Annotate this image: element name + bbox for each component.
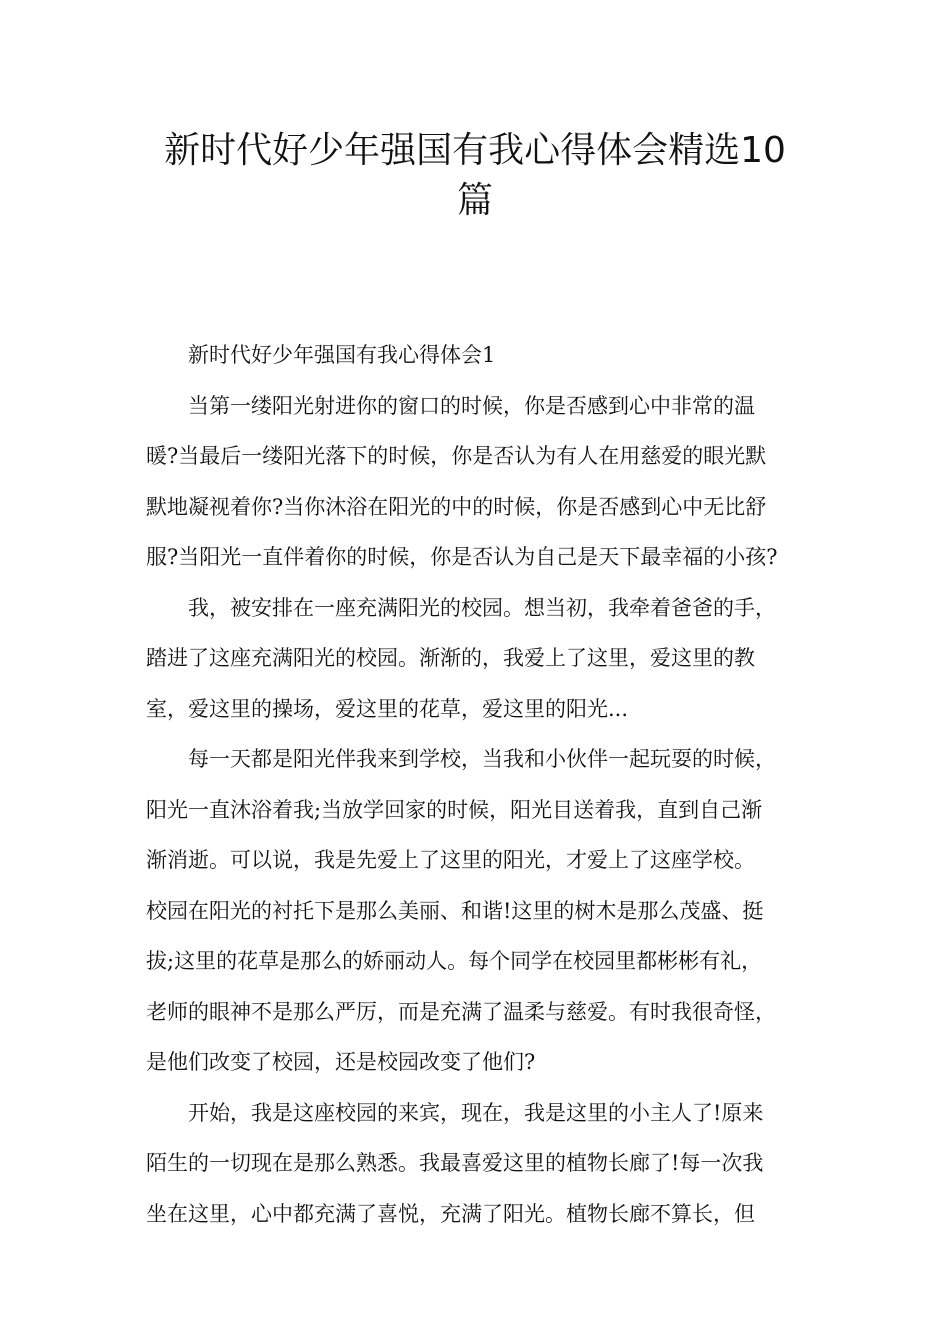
text-line: 我，被安排在一座充满阳光的校园。想当初，我牵着爸爸的手， [188, 595, 776, 620]
document-title [120, 126, 830, 226]
title-line-2: 篇 [456, 180, 493, 221]
text-line: 当第一缕阳光射进你的窗口的时候，你是否感到心中非常的温 [188, 393, 755, 418]
text-line: 新时代好少年强国有我心得体会1 [188, 343, 496, 367]
text-line: 每一天都是阳光伴我来到学校，当我和小伙伴一起玩耍的时候， [188, 747, 776, 771]
document-body [146, 330, 806, 1239]
paragraph-1 [146, 381, 806, 583]
text-line: 陌生的一切现在是那么熟悉。我最喜爱这里的植物长廊了!每一次我 [146, 1151, 764, 1175]
text-line: 室，爱这里的操场，爱这里的花草，爱这里的阳光... [146, 696, 629, 721]
paragraph-2 [146, 583, 806, 735]
paragraph-3 [146, 734, 806, 1088]
paragraph-4 [146, 1088, 806, 1240]
text-line: 服?当阳光一直伴着你的时候，你是否认为自己是天下最幸福的小孩? [146, 545, 778, 569]
text-line: 坐在这里，心中都充满了喜悦，充满了阳光。植物长廊不算长，但 [146, 1201, 755, 1226]
text-line: 阳光一直沐浴着我;当放学回家的时候，阳光目送着我，直到自己渐 [146, 797, 763, 822]
text-line: 暖?当最后一缕阳光落下的时候，你是否认为有人在用慈爱的眼光默 [146, 444, 767, 468]
title-line-1: 新时代好少年强国有我心得体会精选10 [164, 130, 786, 171]
text-line: 渐消逝。可以说，我是先爱上了这里的阳光，才爱上了这座学校。 [146, 848, 755, 872]
text-line: 老师的眼神不是那么严厉，而是充满了温柔与慈爱。有时我很奇怪， [146, 999, 776, 1024]
text-line: 是他们改变了校园，还是校园改变了他们? [146, 1050, 536, 1074]
text-line: 开始，我是这座校园的来宾，现在，我是这里的小主人了!原来 [188, 1100, 764, 1125]
text-line: 拔;这里的花草是那么的娇丽动人。每个同学在校园里都彬彬有礼， [146, 949, 763, 973]
section-heading [146, 330, 806, 381]
text-line: 踏进了这座充满阳光的校园。渐渐的，我爱上了这里，爱这里的教 [146, 646, 755, 670]
text-line: 默地凝视着你?当你沐浴在阳光的中的时候，你是否感到心中无比舒 [146, 494, 767, 519]
text-line: 校园在阳光的衬托下是那么美丽、和谐!这里的树木是那么茂盛、挺 [146, 898, 764, 923]
